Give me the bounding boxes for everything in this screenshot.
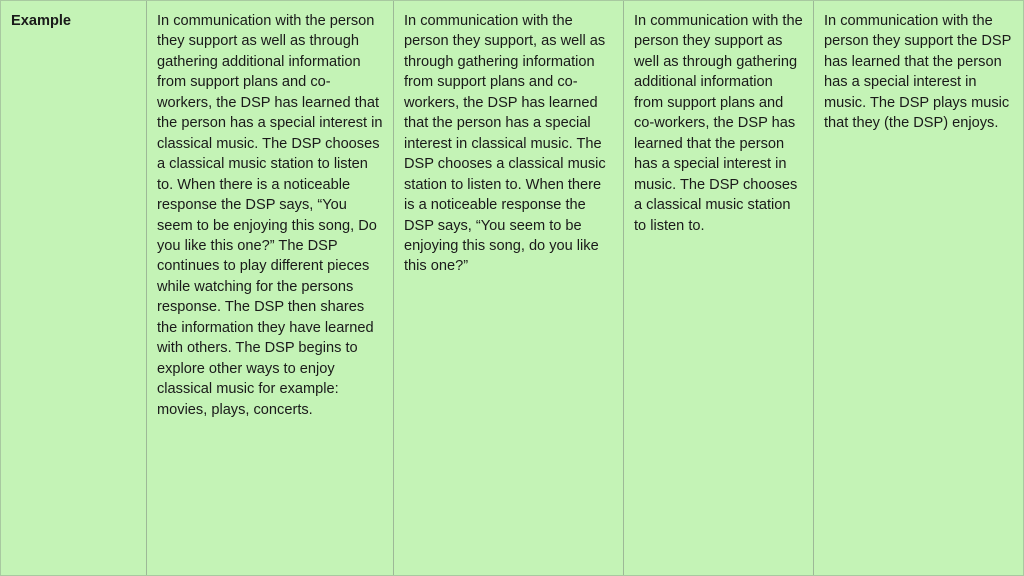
- row-header-example: Example: [0, 1, 146, 575]
- example-cell-1: In communication with the person they support as well as through gathering additional information from support plans and co-workers, the DSP has learned that the person has a special interest in classical music. The DSP chooses a classical music station to listen to. When there is a noticeable response the DSP says, “You seem to be enjoying this song, Do you like this one?” The DSP continues to play different pieces while watching for the persons response. The DSP then shares the information they have learned with others. The DSP begins to explore other ways to enjoy classical music for example: movies, plays, concerts.: [146, 1, 393, 575]
- example-cell-3: In communication with the person they support as well as through gathering additional information from support plans and co-workers, the DSP has learned that the person has a special interest in music. The DSP chooses a classical music station to listen to.: [623, 1, 813, 575]
- example-cell-4: In communication with the person they support the DSP has learned that the person has a special interest in music. The DSP plays music that they (the DSP) enjoys.: [813, 1, 1024, 575]
- example-cell-2: In communication with the person they support, as well as through gathering information from support plans and co-workers, the DSP has learned that the person has a special interest in classical music. The DSP chooses a classical music station to listen to. When there is a noticeable response the DSP says, “You seem to be enjoying this song, do you like this one?”: [393, 1, 623, 575]
